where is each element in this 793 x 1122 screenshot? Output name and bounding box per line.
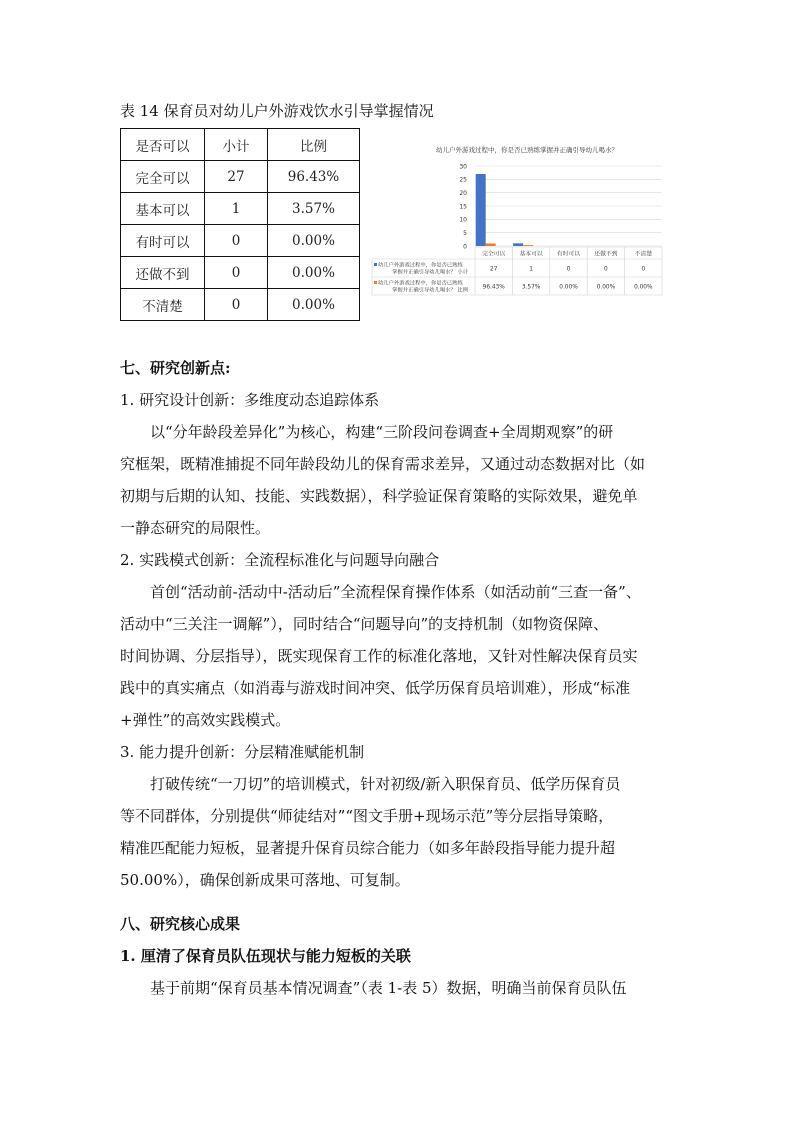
bar-count (476, 174, 486, 246)
y-tick-label: 30 (459, 163, 467, 171)
data-table-value: 0 (604, 266, 608, 273)
data-table-value: 0.00% (634, 284, 653, 291)
y-tick-label: 25 (459, 176, 467, 184)
paragraph-line: 等不同群体，分别提供“师徒结对”“图文手册+现场示范”等分层指导策略， (120, 807, 614, 825)
paragraph-line: 50.00%），确保创新成果可落地、可复制。 (120, 871, 410, 889)
table-cell: 0 (205, 289, 268, 321)
x-category-label: 不清楚 (634, 251, 653, 258)
paragraph-line: 究框架，既精准捕捉不同年龄段幼儿的保育需求差异，又通过动态数据对比（如 (120, 455, 646, 473)
table-caption: 表 14 保育员对幼儿户外游戏饮水引导掌握情况 (120, 102, 434, 120)
chart-canvas (372, 140, 662, 298)
data-table-value: 0 (641, 266, 646, 273)
data-table-value: 1 (529, 266, 533, 273)
table-row (121, 257, 360, 289)
table-header-row (121, 129, 360, 161)
table-cell: 96.43% (268, 161, 360, 193)
legend-label: 幼儿户外游戏过程中，你是否已熟练 (378, 262, 463, 269)
item-title: 1. 厘清了保育员队伍现状与能力短板的关联 (120, 947, 411, 965)
x-category-label: 有时可以 (556, 251, 581, 258)
table-14 (120, 128, 360, 321)
table-cell: 还做不到 (121, 257, 205, 289)
table-cell: 不清楚 (121, 289, 205, 321)
paragraph-line: 一静态研究的局限性。 (120, 519, 271, 537)
table-row (121, 161, 360, 193)
bar-ratio (523, 245, 533, 246)
legend-label: 幼儿户外游戏过程中，你是否已熟练 (378, 280, 463, 287)
table-cell: 0.00% (268, 225, 360, 257)
legend-label: 掌握并正确引导幼儿喝水？ 比例 (392, 287, 468, 294)
x-category-label: 还做不到 (594, 251, 618, 258)
paragraph-line: 初期与后期的认知、技能、实践数据），科学验证保育策略的实际效果，避免单 (120, 487, 638, 505)
paragraph-line: 精准匹配能力短板，显著提升保育员综合能力（如多年龄段指导能力提升超 (120, 839, 616, 857)
paragraph-line: 时间协调、分层指导），既实现保育工作的标准化落地，又针对性解决保育员实 (120, 647, 638, 665)
table-row (121, 289, 360, 321)
bar-chart (372, 140, 662, 298)
item-title: 1. 研究设计创新：多维度动态追踪体系 (120, 391, 380, 409)
paragraph-line: 打破传统“一刀切”的培训模式，针对初级/新入职保育员、低学历保育员 (150, 775, 621, 793)
table-cell: 0.00% (268, 289, 360, 321)
section-8 (120, 908, 675, 1004)
section-heading: 八、研究核心成果 (120, 915, 241, 933)
legend-label: 掌握并正确引导幼儿喝水？ 小计 (392, 269, 468, 276)
table-cell: 有时可以 (121, 225, 205, 257)
data-table-value: 0.00% (596, 284, 616, 291)
y-tick-label: 10 (459, 216, 467, 224)
header-cell: 小计 (205, 129, 268, 161)
paragraph-line: 践中的真实痛点（如消毒与游戏时间冲突、低学历保育员培训难），形成“标准 (120, 679, 631, 697)
table-row (121, 225, 360, 257)
data-table-value: 0.00% (559, 284, 578, 291)
y-tick-label: 5 (463, 229, 467, 237)
data-table-value: 0 (566, 266, 571, 273)
paragraph-line: 活动中“三关注一调解”），同时结合“问题导向”的支持机制（如物资保障、 (120, 615, 609, 633)
table-cell: 0 (205, 257, 268, 289)
table-row (121, 193, 360, 225)
y-tick-label: 0 (463, 243, 467, 251)
table-cell: 0 (205, 225, 268, 257)
table-cell: 完全可以 (121, 161, 205, 193)
y-tick-label: 15 (459, 203, 467, 211)
bar-count (513, 243, 523, 246)
bar-ratio (486, 243, 496, 246)
chart-title: 幼儿户外游戏过程中，你是否已熟练掌握并正确引导幼儿喝水？ (436, 146, 618, 154)
table-cell: 1 (205, 193, 268, 225)
legend-swatch (374, 263, 377, 266)
data-table-value: 27 (490, 266, 498, 273)
header-cell: 比例 (268, 129, 360, 161)
y-tick-label: 20 (459, 189, 467, 197)
legend-swatch (374, 281, 377, 284)
x-category-label: 完全可以 (482, 251, 506, 258)
section-heading: 七、研究创新点: (120, 359, 231, 377)
x-category-label: 基本可以 (519, 251, 543, 258)
data-table-value: 3.57% (521, 284, 541, 291)
table-cell: 0.00% (268, 257, 360, 289)
paragraph-line: 以“分年龄段差异化”为核心，构建“三阶段问卷调查+全周期观察”的研 (150, 423, 614, 441)
header-cell: 是否可以 (121, 129, 205, 161)
section-7 (120, 352, 675, 896)
table-cell: 基本可以 (121, 193, 205, 225)
item-title: 3. 能力提升创新：分层精准赋能机制 (120, 743, 365, 761)
table-cell: 27 (205, 161, 268, 193)
table-cell: 3.57% (268, 193, 360, 225)
item-title: 2. 实践模式创新：全流程标准化与问题导向融合 (120, 551, 440, 569)
paragraph-line: 首创“活动前-活动中-活动后”全流程保育操作体系（如活动前“三查一备”、 (150, 583, 641, 601)
data-table-value: 96.43% (482, 284, 505, 291)
paragraph-line: +弹性”的高效实践模式。 (120, 711, 291, 729)
paragraph-line: 基于前期“保育员基本情况调查”（表 1-表 5）数据，明确当前保育员队伍 (150, 979, 627, 997)
